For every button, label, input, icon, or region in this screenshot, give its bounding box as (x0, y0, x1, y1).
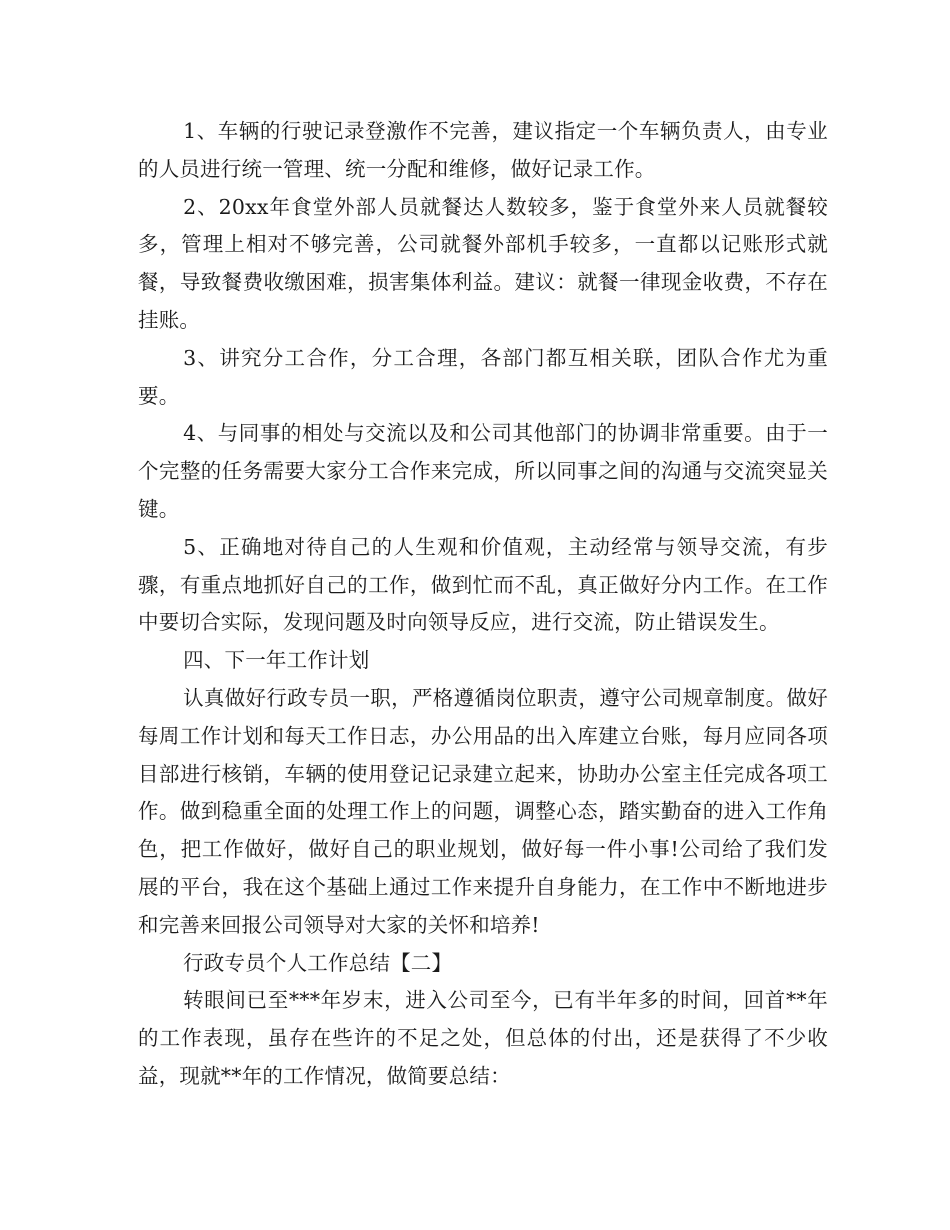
paragraph-work-plan: 认真做好行政专员一职，严格遵循岗位职责，遵守公司规章制度。做好每周工作计划和每天工作日志，办公用品的出入库建立台账，每月应同各项目部进行核销，车辆的使用登记记录建立起来，协助办公室主任完成各项工作。做到稳重全面的处理工作上的问题，调整心态，踏实勤奋的进入工作角色，把工作做好，做好自己的职业规划，做好每一件小事!公司给了我们发展的平台，我在这个基础上通过工作来提升自身能力，在工作中不断地进步和完善来回报公司领导对大家的关怀和培养! (138, 685, 828, 937)
paragraph-attitude: 5、正确地对待自己的人生观和价值观，主动经常与领导交流，有步骤，有重点地抓好自己的工作，做到忙而不乱，真正做好分内工作。在工作中要切合实际，发现问题及时向领导反应，进行交流，防止错误发生。 (138, 534, 828, 635)
section-heading-next-year-plan: 四、下一年工作计划 (183, 648, 370, 673)
paragraph-teamwork: 3、讲究分工合作，分工合理，各部门都互相关联，团队合作尤为重要。 (138, 345, 828, 408)
paragraph-colleague-communication: 4、与同事的相处与交流以及和公司其他部门的协调非常重要。由于一个完整的任务需要大家分工合作来完成，所以同事之间的沟通与交流突显关键。 (138, 421, 828, 521)
paragraph-summary-intro: 转眼间已至***年岁末，进入公司至今，已有半年多的时间，回首**年的工作表现，虽存在些许的不足之处，但总体的付出，还是获得了不少收益，现就**年的工作情况，做简要总结： (138, 988, 828, 1088)
section-heading-summary-two: 行政专员个人工作总结【二】 (183, 950, 453, 975)
document-body (138, 113, 828, 1096)
paragraph-canteen-dining: 2、20xx年食堂外部人员就餐达人数较多，鉴于食堂外来人员就餐较多，管理上相对不够完善，公司就餐外部机手较多，一直都以记账形式就餐，导致餐费收缴困难，损害集体利益。建议：就餐一律现金收费，不存在挂账。 (138, 194, 828, 332)
paragraph-vehicle-records: 1、车辆的行驶记录登激作不完善，建议指定一个车辆负责人，由专业的人员进行统一管理、统一分配和维修，做好记录工作。 (138, 119, 828, 181)
